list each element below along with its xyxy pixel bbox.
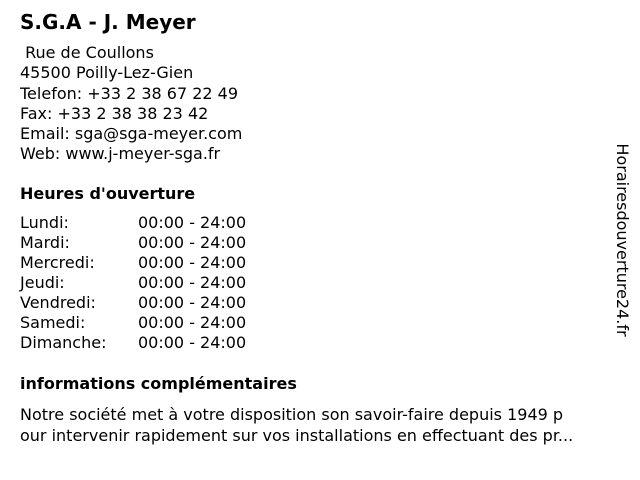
hours-row-thursday	[20, 273, 246, 293]
site-brand-vertical: Horairesdouverture24.fr	[613, 143, 632, 337]
phone-number: Telefon: +33 2 38 67 22 49	[20, 83, 239, 103]
time-range: 00:00 - 24:00	[138, 253, 247, 272]
hours-row-wednesday	[20, 253, 246, 273]
street-address: Rue de Coullons	[20, 43, 154, 62]
time-range: 00:00 - 24:00	[138, 293, 247, 312]
opening-hours-table	[20, 213, 246, 353]
hours-row-saturday	[20, 313, 246, 333]
additional-info-text	[20, 404, 620, 446]
contact-block	[20, 43, 242, 165]
time-range: 00:00 - 24:00	[138, 213, 247, 232]
time-range: 00:00 - 24:00	[138, 333, 247, 352]
day-label: Lundi:	[20, 213, 69, 232]
hours-row-monday	[20, 213, 246, 233]
time-range: 00:00 - 24:00	[138, 313, 247, 332]
email-address: Email: sga@sga-meyer.com	[20, 124, 243, 144]
fax-number: Fax: +33 2 38 38 23 42	[20, 103, 209, 123]
opening-hours-heading: Heures d'ouverture	[20, 184, 196, 203]
business-name: S.G.A - J. Meyer	[20, 10, 196, 34]
description-line: our intervenir rapidement sur vos installations en effectuant des pr...	[20, 426, 574, 445]
hours-row-sunday	[20, 333, 246, 353]
day-label: Samedi:	[20, 313, 86, 332]
time-range: 00:00 - 24:00	[138, 233, 247, 252]
additional-info-heading: informations complémentaires	[20, 374, 297, 393]
description-line: Notre société met à votre disposition son savoir-faire depuis 1949 p	[20, 405, 564, 424]
day-label: Jeudi:	[20, 273, 65, 292]
day-label: Mercredi:	[20, 253, 95, 272]
website: Web: www.j-meyer-sga.fr	[20, 144, 221, 164]
time-range: 00:00 - 24:00	[138, 273, 247, 292]
day-label: Mardi:	[20, 233, 70, 252]
hours-row-tuesday	[20, 233, 246, 253]
hours-row-friday	[20, 293, 246, 313]
day-label: Vendredi:	[20, 293, 96, 312]
city-address: 45500 Poilly-Lez-Gien	[20, 63, 194, 83]
day-label: Dimanche:	[20, 333, 107, 352]
